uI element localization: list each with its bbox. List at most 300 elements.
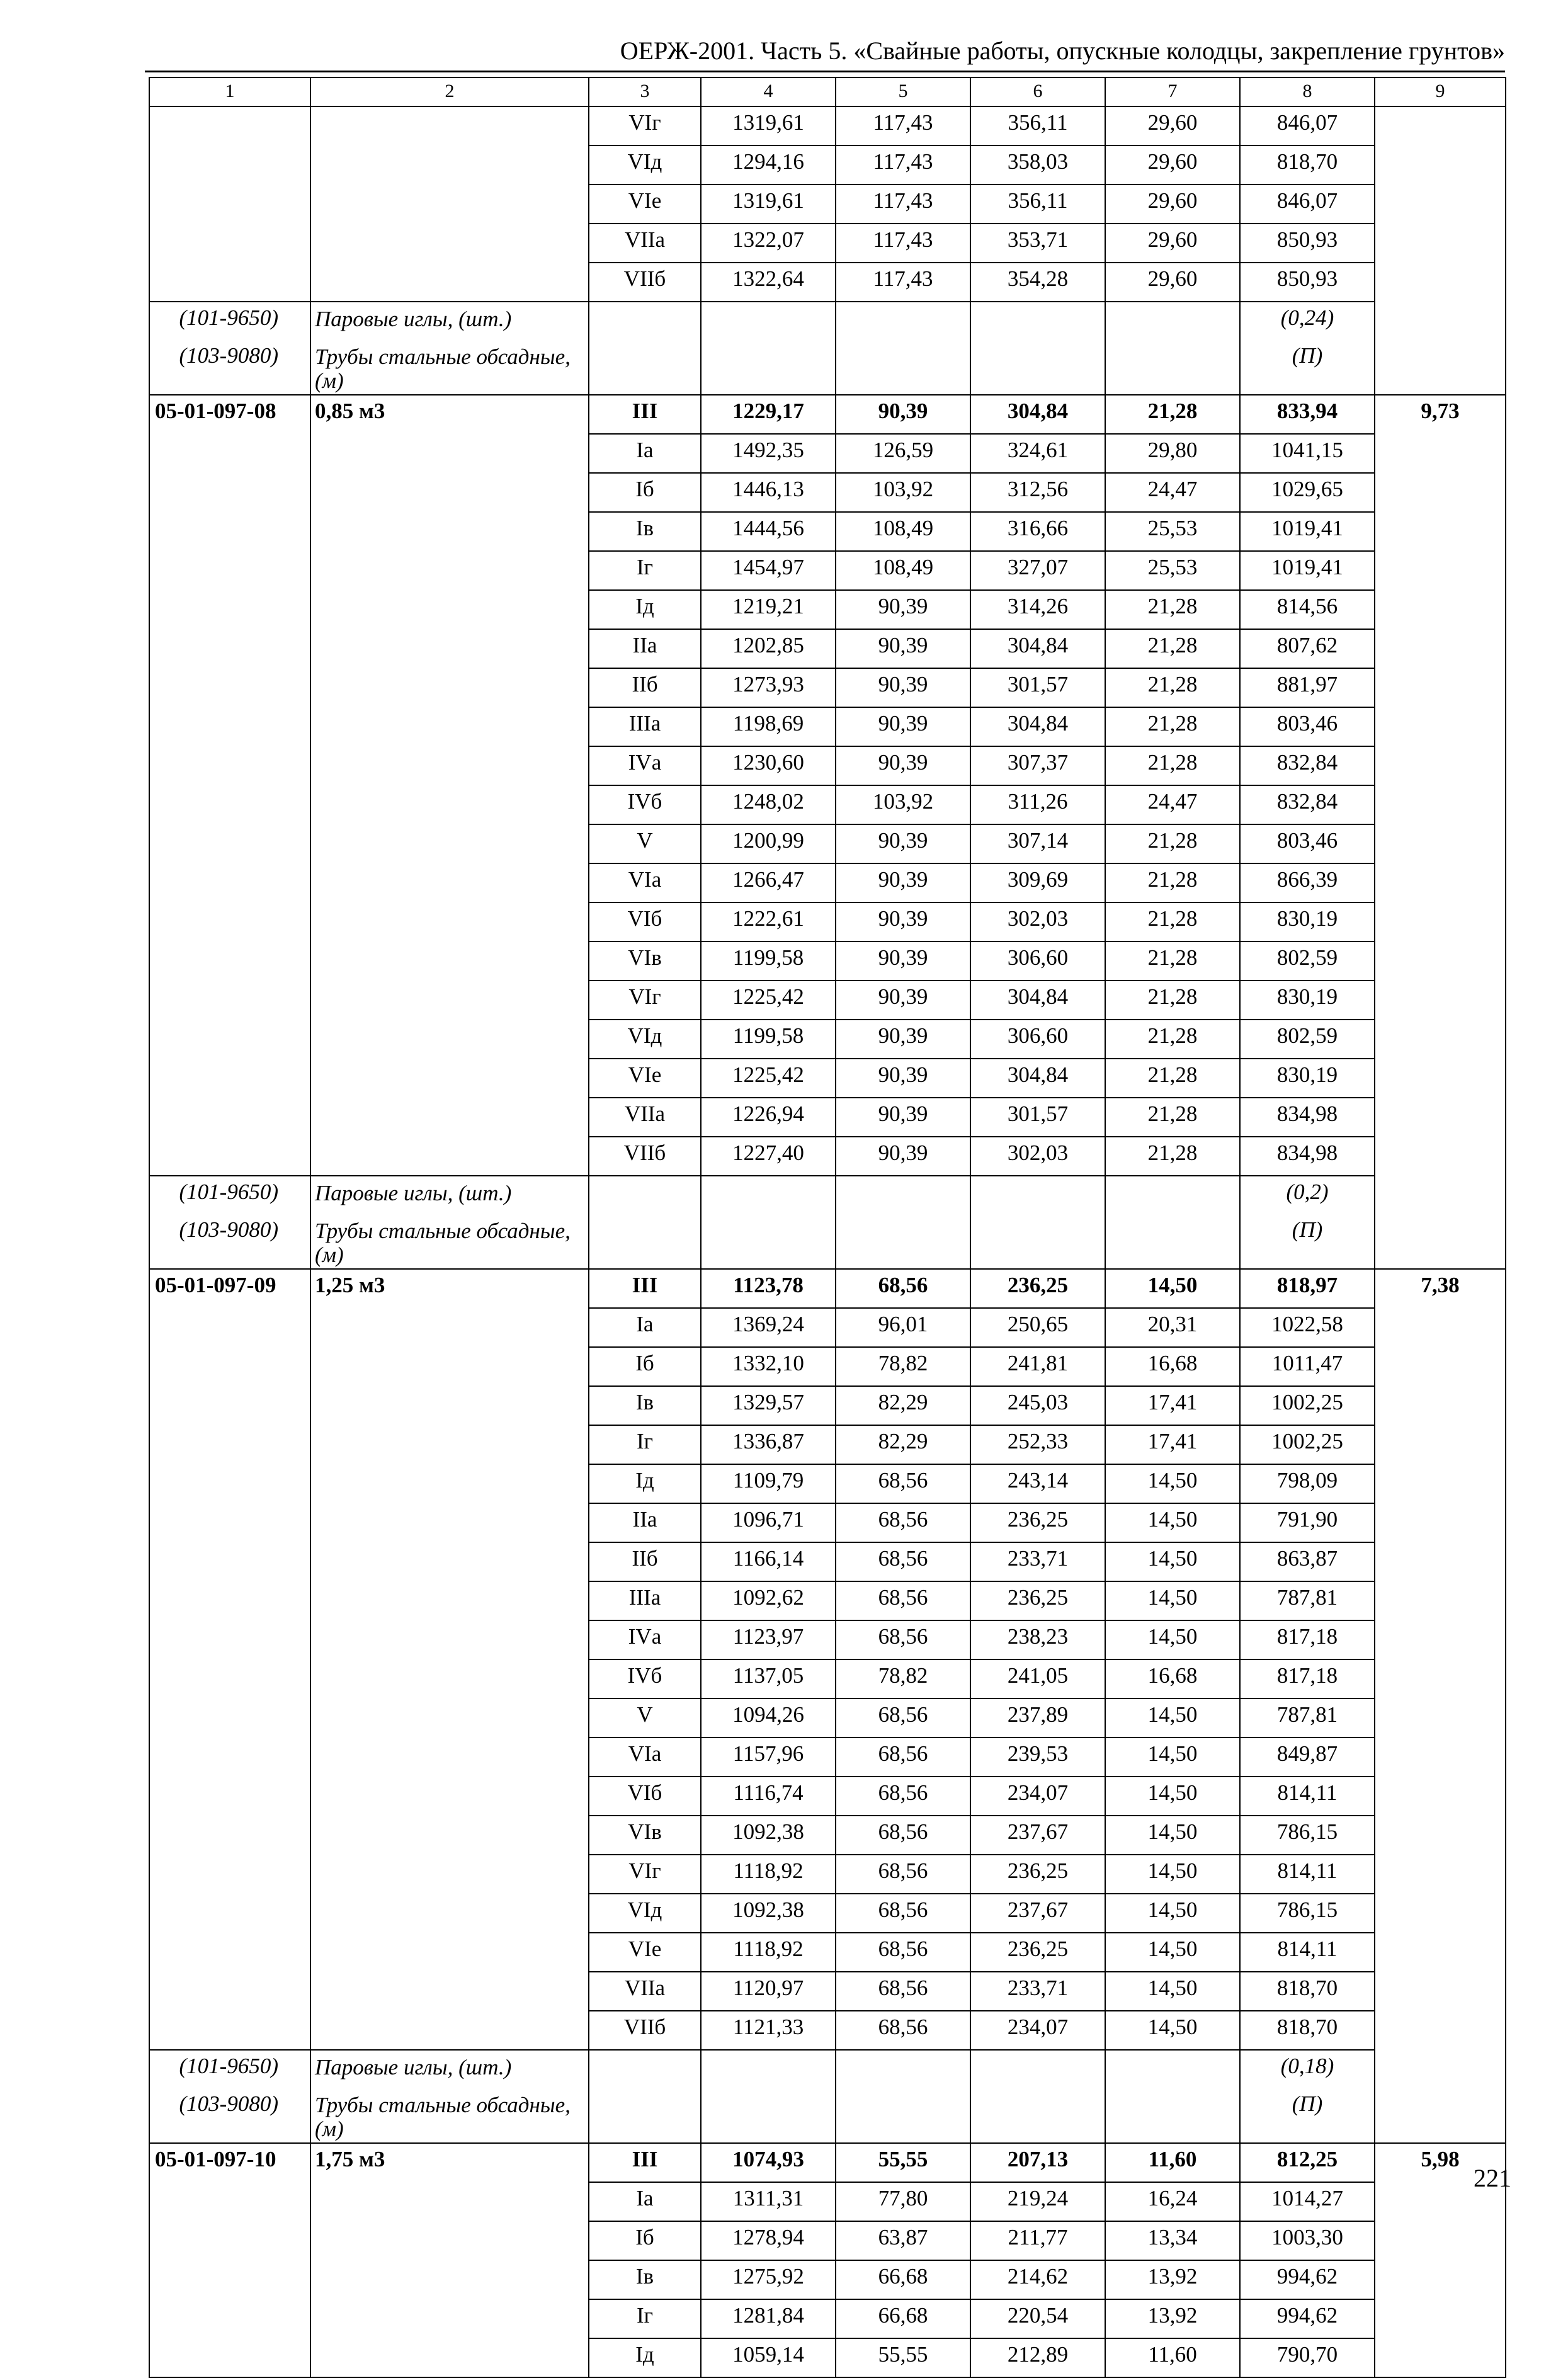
value-cell: 787,81	[1240, 1581, 1375, 1620]
value-cell: 1248,02	[701, 785, 836, 824]
region-cell: Iа	[589, 1308, 701, 1347]
value-cell: 117,43	[836, 185, 970, 224]
value-cell: 14,50	[1105, 1620, 1240, 1659]
sub-code-cell	[149, 2050, 310, 2088]
empty-cell	[589, 2088, 701, 2143]
value-cell: 814,56	[1240, 590, 1375, 629]
region-cell: VIв	[589, 1816, 701, 1855]
value-cell: 29,60	[1105, 185, 1240, 224]
value-cell: 1230,60	[701, 746, 836, 785]
value-cell: 66,68	[836, 2299, 970, 2338]
value-cell: 356,11	[970, 106, 1105, 145]
sub-code: (103-9080)	[179, 1217, 278, 1242]
region-cell: Iв	[589, 2260, 701, 2299]
region-cell: Iв	[589, 1386, 701, 1425]
region-cell: VIIб	[589, 2011, 701, 2050]
sub-code: (101-9650)	[179, 305, 278, 330]
value-cell: 1092,38	[701, 1816, 836, 1855]
sub-value-cell: (0,24)	[1240, 302, 1375, 340]
value-cell: 803,46	[1240, 707, 1375, 746]
value-cell: 791,90	[1240, 1503, 1375, 1542]
value-cell: 834,98	[1240, 1137, 1375, 1176]
region-cell: Iг	[589, 1425, 701, 1464]
empty-cell	[836, 1176, 970, 1214]
region-cell: IVа	[589, 1620, 701, 1659]
value-cell: 90,39	[836, 863, 970, 902]
value-cell: 786,15	[1240, 1816, 1375, 1855]
region-cell: III	[589, 395, 701, 434]
region-cell: VIд	[589, 1894, 701, 1933]
value-cell: 14,50	[1105, 2011, 1240, 2050]
value-cell: 14,50	[1105, 1894, 1240, 1933]
empty-cell	[1105, 340, 1240, 395]
value-cell: 814,11	[1240, 1933, 1375, 1972]
value-cell: 21,28	[1105, 746, 1240, 785]
region-cell: VIа	[589, 1738, 701, 1777]
value-cell: 814,11	[1240, 1855, 1375, 1894]
sub-value-cell: (П)	[1240, 340, 1375, 395]
value-cell: 1444,56	[701, 512, 836, 551]
value-cell: 1002,25	[1240, 1386, 1375, 1425]
value-cell: 14,50	[1105, 1503, 1240, 1542]
region-cell: Iд	[589, 1464, 701, 1503]
value-cell: 849,87	[1240, 1738, 1375, 1777]
value-cell: 14,50	[1105, 1581, 1240, 1620]
column-number: 8	[1240, 77, 1375, 106]
value-cell: 302,03	[970, 902, 1105, 942]
value-cell: 832,84	[1240, 785, 1375, 824]
sub-name: Трубы стальные обсадные, (м)	[315, 1219, 571, 1267]
value-cell: 117,43	[836, 263, 970, 302]
value-cell: 78,82	[836, 1659, 970, 1698]
value-cell: 1329,57	[701, 1386, 836, 1425]
region-cell: Iб	[589, 473, 701, 512]
value-cell: 1019,41	[1240, 512, 1375, 551]
value-cell: 830,19	[1240, 981, 1375, 1020]
value-cell: 20,31	[1105, 1308, 1240, 1347]
column-number: 6	[970, 77, 1105, 106]
empty-cell	[970, 340, 1105, 395]
region-cell: Iд	[589, 2338, 701, 2377]
value-cell: 25,53	[1105, 551, 1240, 590]
value-cell: 250,65	[970, 1308, 1105, 1347]
value-cell: 66,68	[836, 2260, 970, 2299]
sub-name-cell	[310, 1176, 589, 1214]
value-cell: 68,56	[836, 1855, 970, 1894]
region-cell: IIб	[589, 668, 701, 707]
region-cell: IVб	[589, 1659, 701, 1698]
region-cell: VIе	[589, 1059, 701, 1098]
region-cell: Iб	[589, 1347, 701, 1386]
value-cell: 21,28	[1105, 1098, 1240, 1137]
column-number: 7	[1105, 77, 1240, 106]
value-cell: 13,92	[1105, 2260, 1240, 2299]
value-cell: 1294,16	[701, 145, 836, 185]
value-cell: 814,11	[1240, 1777, 1375, 1816]
value-cell: 356,11	[970, 185, 1105, 224]
value-cell: 327,07	[970, 551, 1105, 590]
value-cell: 68,56	[836, 1894, 970, 1933]
value-cell: 786,15	[1240, 1894, 1375, 1933]
empty-cell	[1105, 1214, 1240, 1269]
value-cell: 90,39	[836, 668, 970, 707]
region-cell: VIг	[589, 106, 701, 145]
value-cell: 11,60	[1105, 2338, 1240, 2377]
value-cell: 1446,13	[701, 473, 836, 512]
value-cell: 1281,84	[701, 2299, 836, 2338]
header-rule	[145, 71, 1505, 72]
empty-cell	[589, 340, 701, 395]
value-cell: 818,70	[1240, 2011, 1375, 2050]
value-cell: 21,28	[1105, 1020, 1240, 1059]
value-cell: 850,93	[1240, 224, 1375, 263]
value-cell: 252,33	[970, 1425, 1105, 1464]
value-cell: 866,39	[1240, 863, 1375, 902]
value-cell: 21,28	[1105, 629, 1240, 668]
value-cell: 304,84	[970, 981, 1105, 1020]
value-cell: 14,50	[1105, 1777, 1240, 1816]
empty-cell	[1105, 2050, 1240, 2088]
value-cell: 312,56	[970, 473, 1105, 512]
value-cell: 243,14	[970, 1464, 1105, 1503]
value-cell: 790,70	[1240, 2338, 1375, 2377]
sub-name: Трубы стальные обсадные, (м)	[315, 344, 571, 393]
value-cell: 237,67	[970, 1816, 1105, 1855]
value-cell: 245,03	[970, 1386, 1105, 1425]
value-cell: 14,50	[1105, 1698, 1240, 1738]
region-cell: VIIа	[589, 224, 701, 263]
name-cell: 0,85 м3	[310, 395, 589, 1176]
sub-value-cell: (П)	[1240, 2088, 1375, 2143]
table-row	[149, 395, 1506, 434]
value-cell: 1116,74	[701, 1777, 836, 1816]
value-cell: 1002,25	[1240, 1425, 1375, 1464]
value-cell: 306,60	[970, 942, 1105, 981]
value-cell: 316,66	[970, 512, 1105, 551]
value-cell: 236,25	[970, 1503, 1105, 1542]
sub-code: (103-9080)	[179, 2091, 278, 2116]
region-cell: VIг	[589, 1855, 701, 1894]
value-cell: 241,81	[970, 1347, 1105, 1386]
value-cell: 846,07	[1240, 106, 1375, 145]
value-cell: 14,50	[1105, 1933, 1240, 1972]
value-cell: 1121,33	[701, 2011, 836, 2050]
value-cell: 68,56	[836, 1972, 970, 2011]
value-cell: 309,69	[970, 863, 1105, 902]
value-cell: 301,57	[970, 668, 1105, 707]
value-cell: 214,62	[970, 2260, 1105, 2299]
value-cell: 212,89	[970, 2338, 1105, 2377]
empty-cell	[836, 302, 970, 340]
value-cell: 220,54	[970, 2299, 1105, 2338]
value-cell: 117,43	[836, 106, 970, 145]
sub-name-cell	[310, 2088, 589, 2143]
value-cell: 55,55	[836, 2338, 970, 2377]
empty-cell	[1105, 302, 1240, 340]
value-cell: 830,19	[1240, 1059, 1375, 1098]
value-cell: 1120,97	[701, 1972, 836, 2011]
value-cell: 354,28	[970, 263, 1105, 302]
value-cell: 103,92	[836, 473, 970, 512]
value-cell: 14,50	[1105, 1855, 1240, 1894]
value-cell: 90,39	[836, 1020, 970, 1059]
value-cell: 17,41	[1105, 1425, 1240, 1464]
sub-code: (101-9650)	[179, 1180, 278, 1204]
value-cell: 324,61	[970, 434, 1105, 473]
value-cell: 1198,69	[701, 707, 836, 746]
col9-cell: 5,98	[1375, 2143, 1506, 2377]
value-cell: 14,50	[1105, 1269, 1240, 1308]
value-cell: 234,07	[970, 1777, 1105, 1816]
value-cell: 14,50	[1105, 1464, 1240, 1503]
column-number: 2	[310, 77, 589, 106]
region-cell: Iа	[589, 2182, 701, 2221]
name-cell	[310, 106, 589, 302]
value-cell: 846,07	[1240, 185, 1375, 224]
sub-row	[149, 340, 1506, 395]
value-cell: 13,34	[1105, 2221, 1240, 2260]
region-cell: VIа	[589, 863, 701, 902]
value-cell: 236,25	[970, 1581, 1105, 1620]
column-number: 1	[149, 77, 310, 106]
empty-cell	[1105, 1176, 1240, 1214]
value-cell: 817,18	[1240, 1659, 1375, 1698]
value-cell: 90,39	[836, 942, 970, 981]
value-cell: 1336,87	[701, 1425, 836, 1464]
value-cell: 21,28	[1105, 824, 1240, 863]
value-cell: 68,56	[836, 1816, 970, 1855]
value-cell: 803,46	[1240, 824, 1375, 863]
value-cell: 21,28	[1105, 395, 1240, 434]
empty-cell	[836, 1214, 970, 1269]
value-cell: 1011,47	[1240, 1347, 1375, 1386]
value-cell: 994,62	[1240, 2260, 1375, 2299]
table-row	[149, 2143, 1506, 2182]
value-cell: 29,60	[1105, 106, 1240, 145]
page-header: ОЕРЖ-2001. Часть 5. «Свайные работы, опускные колодцы, закрепление грунтов»	[620, 37, 1505, 65]
value-cell: 834,98	[1240, 1098, 1375, 1137]
value-cell: 802,59	[1240, 1020, 1375, 1059]
column-number: 4	[701, 77, 836, 106]
value-cell: 21,28	[1105, 707, 1240, 746]
empty-cell	[701, 2088, 836, 2143]
value-cell: 1118,92	[701, 1855, 836, 1894]
sub-name-cell	[310, 2050, 589, 2088]
value-cell: 817,18	[1240, 1620, 1375, 1659]
value-cell: 68,56	[836, 1542, 970, 1581]
value-cell: 1003,30	[1240, 2221, 1375, 2260]
value-cell: 787,81	[1240, 1698, 1375, 1738]
value-cell: 90,39	[836, 746, 970, 785]
value-cell: 21,28	[1105, 863, 1240, 902]
value-cell: 1019,41	[1240, 551, 1375, 590]
region-cell: IVа	[589, 746, 701, 785]
region-cell: VIIб	[589, 1137, 701, 1176]
sub-name-cell	[310, 302, 589, 340]
table-row	[149, 106, 1506, 145]
value-cell: 830,19	[1240, 902, 1375, 942]
value-cell: 14,50	[1105, 1542, 1240, 1581]
region-cell: IIа	[589, 629, 701, 668]
value-cell: 1319,61	[701, 185, 836, 224]
value-cell: 90,39	[836, 1098, 970, 1137]
sub-row	[149, 2088, 1506, 2143]
value-cell: 21,28	[1105, 668, 1240, 707]
sub-code-cell	[149, 1176, 310, 1214]
value-cell: 78,82	[836, 1347, 970, 1386]
value-cell: 68,56	[836, 1503, 970, 1542]
value-cell: 301,57	[970, 1098, 1105, 1137]
value-cell: 1200,99	[701, 824, 836, 863]
value-cell: 1319,61	[701, 106, 836, 145]
table-row	[149, 1269, 1506, 1308]
value-cell: 818,70	[1240, 1972, 1375, 2011]
value-cell: 818,97	[1240, 1269, 1375, 1308]
sub-row	[149, 302, 1506, 340]
empty-cell	[970, 1214, 1105, 1269]
empty-cell	[836, 2088, 970, 2143]
sub-row	[149, 1214, 1506, 1269]
value-cell: 96,01	[836, 1308, 970, 1347]
value-cell: 90,39	[836, 590, 970, 629]
value-cell: 1109,79	[701, 1464, 836, 1503]
sub-name: Паровые иглы, (шт.)	[315, 1181, 512, 1205]
value-cell: 1092,62	[701, 1581, 836, 1620]
value-cell: 90,39	[836, 1059, 970, 1098]
region-cell: VIд	[589, 145, 701, 185]
value-cell: 1266,47	[701, 863, 836, 902]
region-cell: Iд	[589, 590, 701, 629]
empty-cell	[970, 302, 1105, 340]
region-cell: IVб	[589, 785, 701, 824]
value-cell: 68,56	[836, 1269, 970, 1308]
column-number: 5	[836, 77, 970, 106]
sub-row	[149, 2050, 1506, 2088]
sub-value-cell: (0,18)	[1240, 2050, 1375, 2088]
value-cell: 90,39	[836, 707, 970, 746]
value-cell: 239,53	[970, 1738, 1105, 1777]
value-cell: 1199,58	[701, 942, 836, 981]
value-cell: 1022,58	[1240, 1308, 1375, 1347]
value-cell: 126,59	[836, 434, 970, 473]
column-number: 9	[1375, 77, 1506, 106]
value-cell: 236,25	[970, 1855, 1105, 1894]
value-cell: 353,71	[970, 224, 1105, 263]
sub-code-cell	[149, 2088, 310, 2143]
value-cell: 1278,94	[701, 2221, 836, 2260]
value-cell: 21,28	[1105, 590, 1240, 629]
region-cell: V	[589, 1698, 701, 1738]
value-cell: 13,92	[1105, 2299, 1240, 2338]
column-number: 3	[589, 77, 701, 106]
value-cell: 90,39	[836, 981, 970, 1020]
empty-cell	[589, 2050, 701, 2088]
value-cell: 237,89	[970, 1698, 1105, 1738]
value-cell: 1311,31	[701, 2182, 836, 2221]
sub-name-cell	[310, 1214, 589, 1269]
value-cell: 16,68	[1105, 1659, 1240, 1698]
region-cell: IIа	[589, 1503, 701, 1542]
value-cell: 68,56	[836, 1933, 970, 1972]
value-cell: 68,56	[836, 1581, 970, 1620]
sub-name: Трубы стальные обсадные, (м)	[315, 2093, 571, 2141]
value-cell: 24,47	[1105, 785, 1240, 824]
value-cell: 233,71	[970, 1972, 1105, 2011]
sub-code-cell	[149, 340, 310, 395]
region-cell: Iг	[589, 2299, 701, 2338]
value-cell: 302,03	[970, 1137, 1105, 1176]
value-cell: 77,80	[836, 2182, 970, 2221]
value-cell: 1123,78	[701, 1269, 836, 1308]
value-cell: 863,87	[1240, 1542, 1375, 1581]
page-number: 221	[1474, 2164, 1511, 2192]
sub-code: (103-9080)	[179, 343, 278, 368]
value-cell: 1014,27	[1240, 2182, 1375, 2221]
code-cell: 05-01-097-10	[149, 2143, 310, 2377]
sub-code: (101-9650)	[179, 2054, 278, 2078]
region-cell: VIб	[589, 1777, 701, 1816]
value-cell: 1137,05	[701, 1659, 836, 1698]
col9-cell: 7,38	[1375, 1269, 1506, 2143]
value-cell: 1029,65	[1240, 473, 1375, 512]
region-cell: VIIа	[589, 1098, 701, 1137]
empty-cell	[970, 2088, 1105, 2143]
value-cell: 1094,26	[701, 1698, 836, 1738]
value-cell: 1229,17	[701, 395, 836, 434]
value-cell: 311,26	[970, 785, 1105, 824]
region-cell: Iв	[589, 512, 701, 551]
value-cell: 1332,10	[701, 1347, 836, 1386]
value-cell: 90,39	[836, 902, 970, 942]
name-cell: 1,25 м3	[310, 1269, 589, 2050]
value-cell: 16,68	[1105, 1347, 1240, 1386]
value-cell: 29,60	[1105, 224, 1240, 263]
value-cell: 68,56	[836, 1777, 970, 1816]
empty-cell	[836, 2050, 970, 2088]
value-cell: 14,50	[1105, 1972, 1240, 2011]
sub-code-cell	[149, 1214, 310, 1269]
value-cell: 1222,61	[701, 902, 836, 942]
empty-cell	[970, 2050, 1105, 2088]
value-cell: 21,28	[1105, 902, 1240, 942]
value-cell: 68,56	[836, 1464, 970, 1503]
value-cell: 63,87	[836, 2221, 970, 2260]
sub-name: Паровые иглы, (шт.)	[315, 2055, 512, 2079]
value-cell: 1118,92	[701, 1933, 836, 1972]
value-cell: 68,56	[836, 1698, 970, 1738]
region-cell: VIд	[589, 1020, 701, 1059]
value-cell: 881,97	[1240, 668, 1375, 707]
value-cell: 117,43	[836, 224, 970, 263]
value-cell: 234,07	[970, 2011, 1105, 2050]
value-cell: 358,03	[970, 145, 1105, 185]
value-cell: 29,80	[1105, 434, 1240, 473]
value-cell: 1369,24	[701, 1308, 836, 1347]
value-cell: 68,56	[836, 2011, 970, 2050]
value-cell: 306,60	[970, 1020, 1105, 1059]
value-cell: 236,25	[970, 1933, 1105, 1972]
region-cell: VIе	[589, 1933, 701, 1972]
sub-name: Паровые иглы, (шт.)	[315, 307, 512, 331]
value-cell: 1219,21	[701, 590, 836, 629]
sub-value-cell: (П)	[1240, 1214, 1375, 1269]
value-cell: 812,25	[1240, 2143, 1375, 2182]
empty-cell	[1105, 2088, 1240, 2143]
region-cell: VIб	[589, 902, 701, 942]
value-cell: 236,25	[970, 1269, 1105, 1308]
value-cell: 1492,35	[701, 434, 836, 473]
region-cell: IIIа	[589, 1581, 701, 1620]
